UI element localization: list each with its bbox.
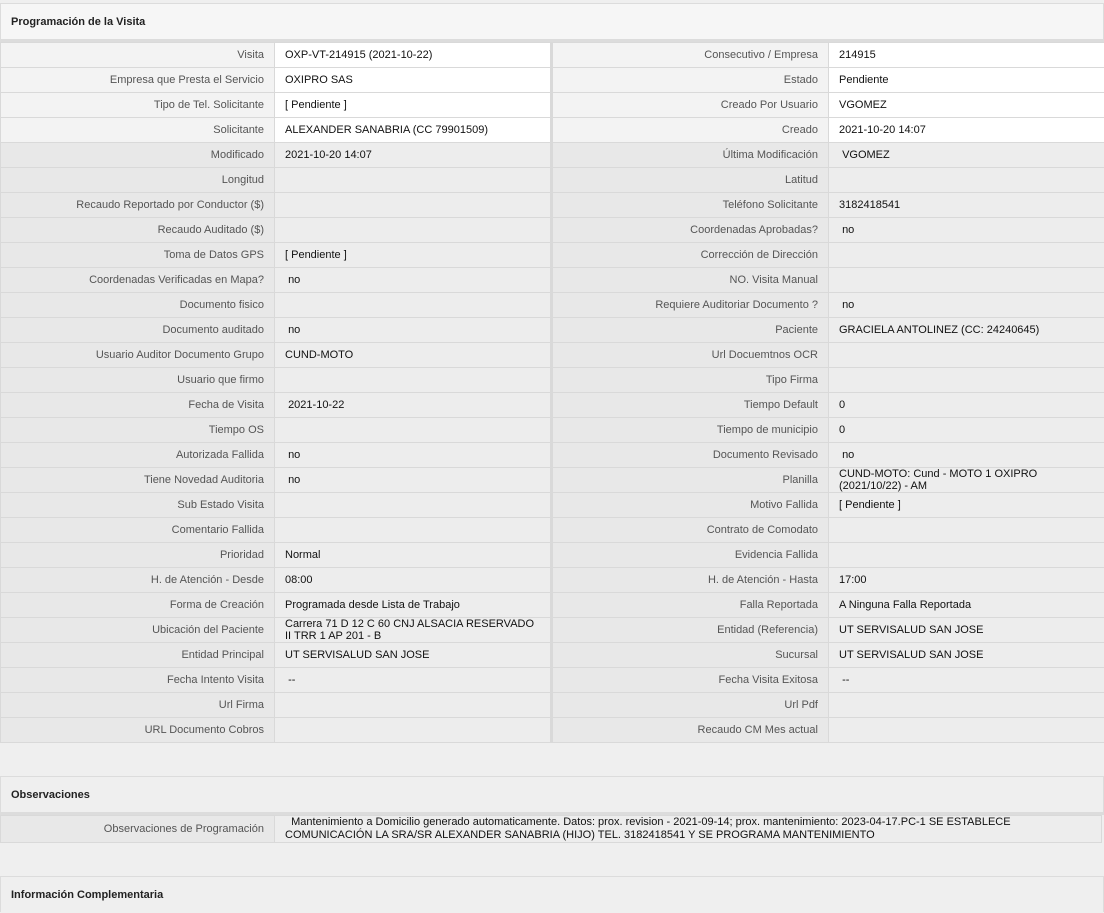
field-label: Creado: [552, 118, 829, 143]
detail-row: [1, 618, 1104, 643]
field-label: Comentario Fallida: [1, 518, 275, 543]
field-value: [ Pendiente ]: [275, 93, 552, 118]
field-value: [275, 718, 552, 743]
field-label: Estado: [552, 68, 829, 93]
field-value: OXP-VT-214915 (2021-10-22): [275, 43, 552, 68]
detail-row: [1, 93, 1104, 118]
field-label: URL Documento Cobros: [1, 718, 275, 743]
field-value: [275, 493, 552, 518]
field-value: CUND-MOTO: Cund - MOTO 1 OXIPRO (2021/10/22) - AM: [829, 468, 1104, 493]
field-value: --: [829, 668, 1104, 693]
field-label: Tiempo OS: [1, 418, 275, 443]
field-value: 214915: [829, 43, 1104, 68]
field-value: [829, 518, 1104, 543]
field-value: no: [829, 218, 1104, 243]
field-value: [829, 718, 1104, 743]
field-value: no: [829, 293, 1104, 318]
field-value: [275, 693, 552, 718]
field-value: Normal: [275, 543, 552, 568]
field-label: H. de Atención - Desde: [1, 568, 275, 593]
detail-row: [1, 693, 1104, 718]
field-label: Requiere Auditoriar Documento ?: [552, 293, 829, 318]
detail-row: [1, 168, 1104, 193]
observaciones-row: [1, 816, 1102, 843]
observaciones-table: [0, 815, 1102, 843]
field-value: 0: [829, 393, 1104, 418]
detail-row: [1, 243, 1104, 268]
field-label: Tipo Firma: [552, 368, 829, 393]
field-label: Empresa que Presta el Servicio: [1, 68, 275, 93]
field-label: Tipo de Tel. Solicitante: [1, 93, 275, 118]
detail-row: [1, 43, 1104, 68]
section-title-informacion-complementaria: Información Complementaria: [0, 876, 1104, 912]
field-value: 08:00: [275, 568, 552, 593]
field-value: CUND-MOTO: [275, 343, 552, 368]
field-label: Url Docuemtnos OCR: [552, 343, 829, 368]
field-value: --: [275, 668, 552, 693]
field-value: no: [829, 443, 1104, 468]
field-value: [275, 368, 552, 393]
field-label: Sub Estado Visita: [1, 493, 275, 518]
field-value: [829, 168, 1104, 193]
section-gap: [0, 843, 1104, 876]
field-value: VGOMEZ: [829, 93, 1104, 118]
detail-row: [1, 418, 1104, 443]
field-value: UT SERVISALUD SAN JOSE: [275, 643, 552, 668]
field-value: 0: [829, 418, 1104, 443]
field-value: 2021-10-20 14:07: [829, 118, 1104, 143]
detail-row: [1, 193, 1104, 218]
field-label: Modificado: [1, 143, 275, 168]
field-label: Fecha Intento Visita: [1, 668, 275, 693]
detail-row: [1, 668, 1104, 693]
detail-row: [1, 143, 1104, 168]
field-value: [275, 218, 552, 243]
field-label: Longitud: [1, 168, 275, 193]
field-value: no: [275, 318, 552, 343]
field-label: Recaudo CM Mes actual: [552, 718, 829, 743]
field-label: Ubicación del Paciente: [1, 618, 275, 643]
field-label: Evidencia Fallida: [552, 543, 829, 568]
field-label: Recaudo Auditado ($): [1, 218, 275, 243]
detail-row: [1, 518, 1104, 543]
field-value: Carrera 71 D 12 C 60 CNJ ALSACIA RESERVADO II TRR 1 AP 201 - B: [275, 618, 552, 643]
field-label: Última Modificación: [552, 143, 829, 168]
field-label: Entidad (Referencia): [552, 618, 829, 643]
detail-row: [1, 218, 1104, 243]
field-value: Programada desde Lista de Trabajo: [275, 593, 552, 618]
field-value: OXIPRO SAS: [275, 68, 552, 93]
field-value: GRACIELA ANTOLINEZ (CC: 24240645): [829, 318, 1104, 343]
detail-row: [1, 593, 1104, 618]
field-label: Paciente: [552, 318, 829, 343]
field-value: [275, 193, 552, 218]
detail-row: [1, 393, 1104, 418]
field-label: Creado Por Usuario: [552, 93, 829, 118]
field-label: Falla Reportada: [552, 593, 829, 618]
detail-row: [1, 568, 1104, 593]
field-value: [275, 518, 552, 543]
field-value: [829, 368, 1104, 393]
detail-row: [1, 468, 1104, 493]
field-label: Coordenadas Aprobadas?: [552, 218, 829, 243]
field-label: Motivo Fallida: [552, 493, 829, 518]
visit-details-table: [0, 42, 1104, 743]
field-label: Fecha de Visita: [1, 393, 275, 418]
field-label: Url Pdf: [552, 693, 829, 718]
field-label: Url Firma: [1, 693, 275, 718]
detail-row: [1, 543, 1104, 568]
field-label: Toma de Datos GPS: [1, 243, 275, 268]
field-value: A Ninguna Falla Reportada: [829, 593, 1104, 618]
section-title-observaciones: Observaciones: [0, 776, 1104, 812]
field-value: no: [275, 443, 552, 468]
field-label: Consecutivo / Empresa: [552, 43, 829, 68]
detail-row: [1, 118, 1104, 143]
field-label: Solicitante: [1, 118, 275, 143]
field-label: Contrato de Comodato: [552, 518, 829, 543]
field-value: 17:00: [829, 568, 1104, 593]
field-value: 2021-10-20 14:07: [275, 143, 552, 168]
field-label: Tiempo Default: [552, 393, 829, 418]
field-value: [829, 343, 1104, 368]
detail-row: [1, 318, 1104, 343]
field-value: no: [275, 468, 552, 493]
detail-row: [1, 493, 1104, 518]
field-label: Recaudo Reportado por Conductor ($): [1, 193, 275, 218]
field-value: [275, 168, 552, 193]
field-label: Usuario que firmo: [1, 368, 275, 393]
detail-row: [1, 443, 1104, 468]
field-value: Pendiente: [829, 68, 1104, 93]
detail-row: [1, 268, 1104, 293]
field-value: VGOMEZ: [829, 143, 1104, 168]
field-value: 2021-10-22: [275, 393, 552, 418]
field-label: Prioridad: [1, 543, 275, 568]
field-label: Latitud: [552, 168, 829, 193]
detail-row: [1, 643, 1104, 668]
field-value: [829, 243, 1104, 268]
section-title-programacion: Programación de la Visita: [0, 3, 1104, 39]
field-label: Documento auditado: [1, 318, 275, 343]
field-value: [829, 268, 1104, 293]
detail-row: [1, 293, 1104, 318]
field-label: NO. Visita Manual: [552, 268, 829, 293]
field-value: no: [275, 268, 552, 293]
field-label: Forma de Creación: [1, 593, 275, 618]
field-label: Teléfono Solicitante: [552, 193, 829, 218]
field-value: [829, 543, 1104, 568]
detail-row: [1, 718, 1104, 743]
field-label: Coordenadas Verificadas en Mapa?: [1, 268, 275, 293]
section-gap: [0, 743, 1104, 776]
field-value: [275, 418, 552, 443]
field-value: [ Pendiente ]: [275, 243, 552, 268]
detail-row: [1, 68, 1104, 93]
field-label: Autorizada Fallida: [1, 443, 275, 468]
field-label: Planilla: [552, 468, 829, 493]
field-label: Entidad Principal: [1, 643, 275, 668]
field-label: Documento fisico: [1, 293, 275, 318]
field-label: Visita: [1, 43, 275, 68]
field-value: UT SERVISALUD SAN JOSE: [829, 618, 1104, 643]
field-value: [829, 693, 1104, 718]
field-value: 3182418541: [829, 193, 1104, 218]
field-value: UT SERVISALUD SAN JOSE: [829, 643, 1104, 668]
field-value: [275, 293, 552, 318]
field-value: ALEXANDER SANABRIA (CC 79901509): [275, 118, 552, 143]
observaciones-label: Observaciones de Programación: [1, 816, 275, 843]
field-label: Documento Revisado: [552, 443, 829, 468]
detail-row: [1, 368, 1104, 393]
field-label: Corrección de Dirección: [552, 243, 829, 268]
field-label: Sucursal: [552, 643, 829, 668]
field-label: H. de Atención - Hasta: [552, 568, 829, 593]
field-label: Usuario Auditor Documento Grupo: [1, 343, 275, 368]
field-label: Tiene Novedad Auditoria: [1, 468, 275, 493]
field-value: [ Pendiente ]: [829, 493, 1104, 518]
detail-row: [1, 343, 1104, 368]
observaciones-value: Mantenimiento a Domicilio generado automaticamente. Datos: prox. revision - 2021-09-14; prox. mantenimiento: 2023-04-17.PC-1 SE ESTABLECE COMUNICACIÓN LA SRA/SR ALEXANDER SANABRIA (HIJO) TEL. 3182418541 Y SE PROGRAMA MANTENIMIENTO: [275, 816, 1102, 843]
field-label: Tiempo de municipio: [552, 418, 829, 443]
field-label: Fecha Visita Exitosa: [552, 668, 829, 693]
